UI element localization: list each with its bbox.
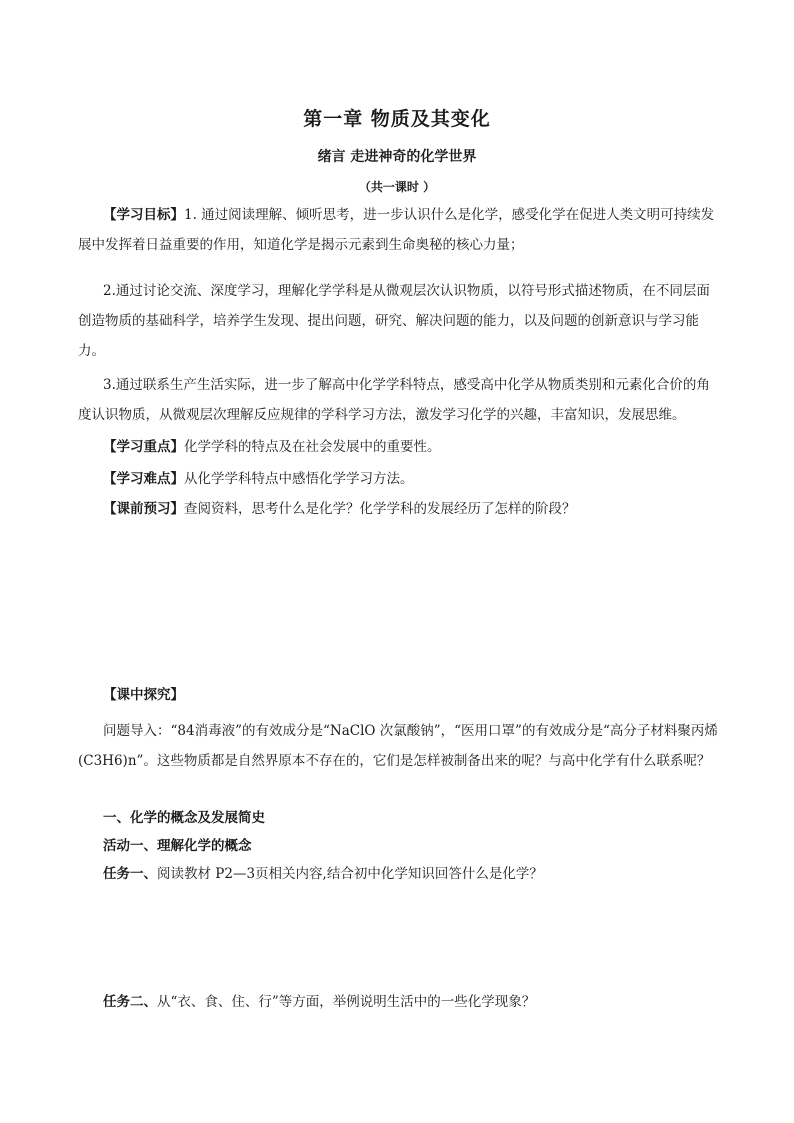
task-two-text: 从“衣、食、住、行”等方面，举例说明生活中的一些化学现象？ [157, 994, 536, 1010]
section-heading: 一、化学的概念及发展简史 [103, 810, 265, 826]
activity-heading: 活动一、理解化学的概念 [103, 838, 252, 854]
objectives-label: 【学习目标】 [103, 207, 184, 223]
preview-label: 【课前预习】 [103, 501, 184, 517]
preview [78, 494, 718, 524]
task-one [103, 862, 543, 882]
task-one-text: 阅读教材 P2—3页相关内容,结合初中化学知识回答什么是化学？ [157, 866, 543, 882]
preview-text: 查阅资料，思考什么是化学？化学学科的发展经历了怎样的阶段？ [184, 501, 576, 517]
class-period: （共一课时 ） [358, 180, 436, 194]
task-two-label: 任务二、 [103, 994, 157, 1010]
inquiry-label-text: 【课中探究】 [103, 687, 184, 703]
objective-text-1: 1. 通过阅读理解、倾听思考，进一步认识什么是化学，感受化学在促进人类文明可持续发展中发挥着日益重要的作用，知道化学是揭示元素到生命奥秘的核心力量； [78, 207, 715, 253]
learning-objectives-1 [78, 200, 718, 260]
learning-objectives-3: 3.通过联系生产生活实际，进一步了解高中化学学科特点，感受高中化学从物质类别和元素化合价的角度认识物质，从微观层次理解反应规律的学科学习方法，激发学习化学的兴趣，丰富知识，发展思维。 [78, 377, 710, 423]
difficulties [78, 464, 718, 494]
difficulties-label: 【学习难点】 [103, 471, 184, 487]
task-one-label: 任务一、 [103, 866, 157, 882]
question-intro: 问题导入：“84消毒液”的有效成分是“NaClO 次氯酸钠”，“医用口罩”的有效成分是“高分子材料聚丙烯(C3H6)n”。这些物质都是自然界原本不存在的，它们是怎样被制备出来的呢？与高中化学有什么联系呢？ [78, 723, 718, 769]
key-points-label: 【学习重点】 [103, 439, 184, 455]
difficulties-text: 从化学学科特点中感悟化学学习方法。 [184, 471, 414, 487]
key-points [78, 432, 718, 462]
lesson-title: 绪言 走进神奇的化学世界 [317, 149, 477, 165]
inquiry-label [78, 680, 718, 710]
learning-objectives-2: 2.通过讨论交流、深度学习，理解化学学科是从微观层次认识物质，以符号形式描述物质，在不同层面创造物质的基础科学，培养学生发现、提出问题，研究、解决问题的能力，以及问题的创新意识与学习能力。 [78, 283, 710, 359]
chapter-title: 第一章 物质及其变化 [303, 108, 491, 130]
task-two [103, 990, 535, 1010]
key-points-text: 化学学科的特点及在社会发展中的重要性。 [184, 439, 441, 455]
